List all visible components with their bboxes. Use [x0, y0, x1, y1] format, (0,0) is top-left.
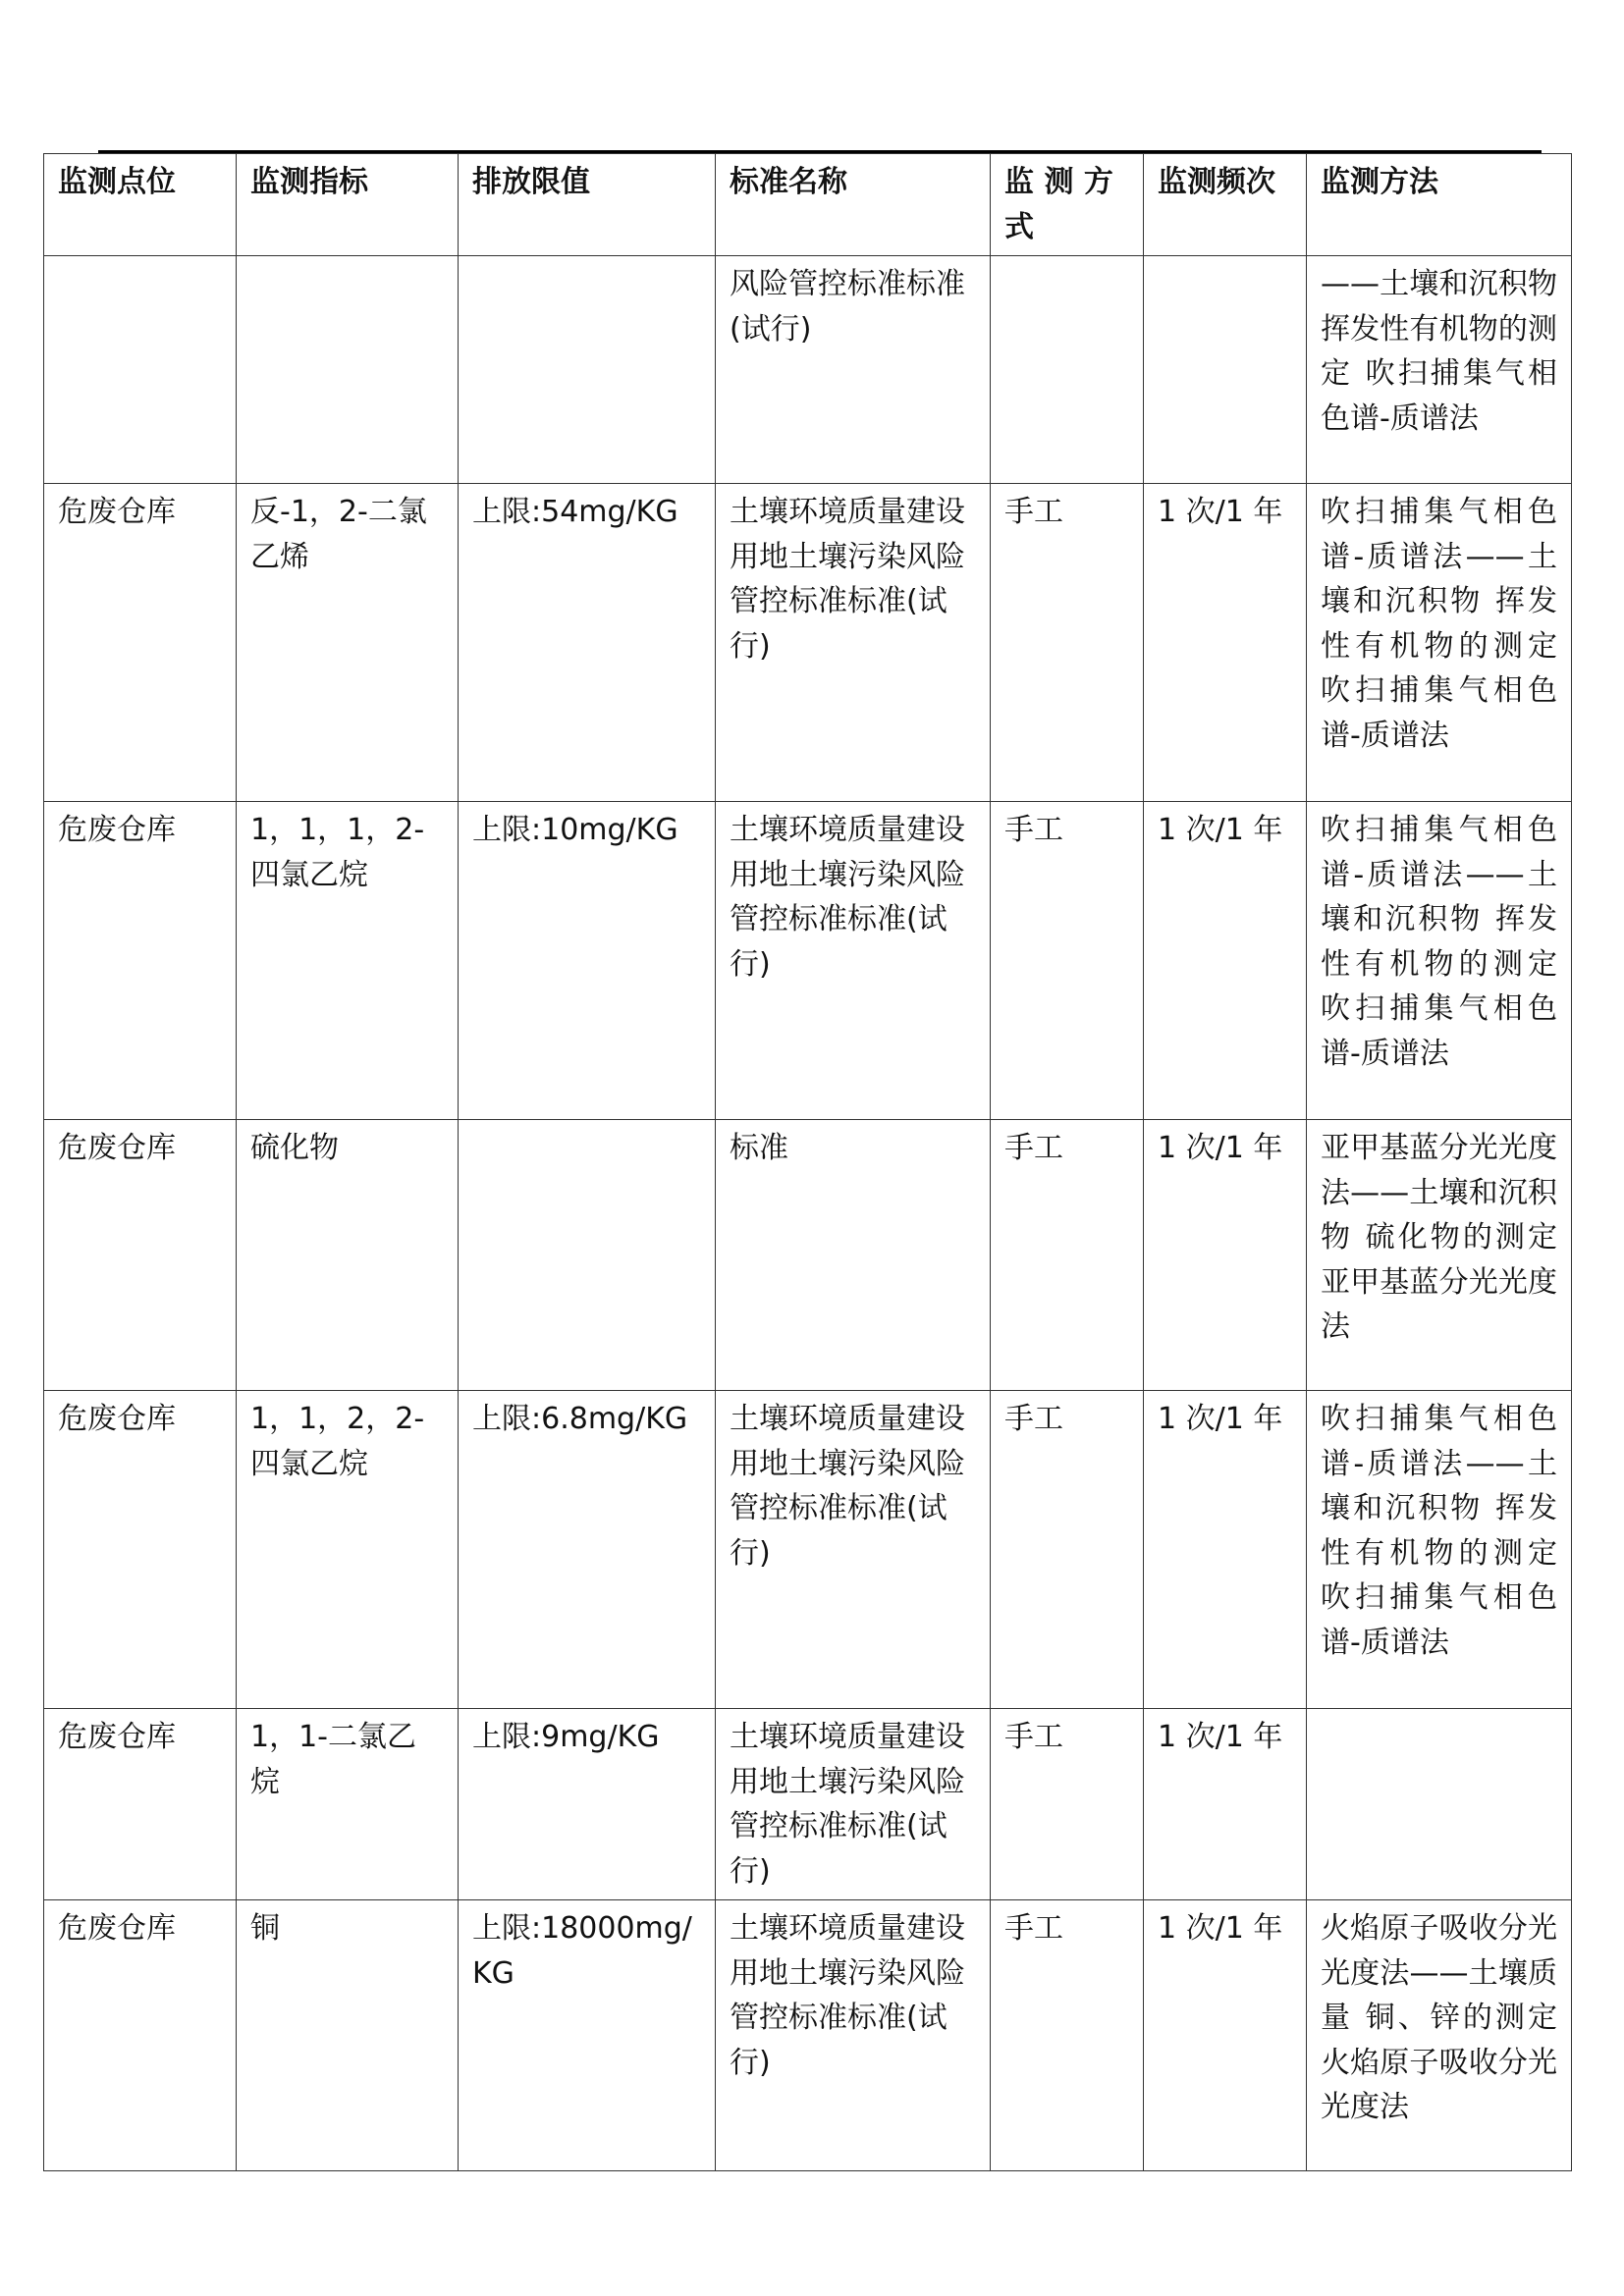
cell-indicator: 硫化物	[237, 1120, 459, 1391]
cell-frequency: 1 次/1 年	[1144, 1120, 1307, 1391]
cell-limit: 上限:10mg/KG	[459, 802, 716, 1120]
header-indicator: 监测指标	[237, 154, 459, 256]
cell-mode: 手工	[991, 1709, 1144, 1900]
cell-location	[44, 256, 237, 484]
cell-frequency: 1 次/1 年	[1144, 802, 1307, 1120]
cell-frequency: 1 次/1 年	[1144, 1900, 1307, 2171]
table-row	[44, 484, 1572, 802]
cell-location: 危废仓库	[44, 484, 237, 802]
cell-method: ——土壤和沉积物 挥发性有机物的测定 吹扫捕集气相色谱-质谱法	[1307, 256, 1572, 484]
header-standard: 标准名称	[716, 154, 991, 256]
cell-mode: 手工	[991, 1900, 1144, 2171]
table-row	[44, 802, 1572, 1120]
cell-standard: 土壤环境质量建设用地土壤污染风险管控标准标准(试行)	[716, 1900, 991, 2171]
cell-method: 亚甲基蓝分光光度法——土壤和沉积物 硫化物的测定 亚甲基蓝分光光度法	[1307, 1120, 1572, 1391]
cell-frequency	[1144, 256, 1307, 484]
cell-method: 吹扫捕集气相色谱-质谱法——土壤和沉积物 挥发性有机物的测定 吹扫捕集气相色谱-质谱法	[1307, 802, 1572, 1120]
table-header-row	[44, 154, 1572, 256]
cell-standard: 土壤环境质量建设用地土壤污染风险管控标准标准(试行)	[716, 1709, 991, 1900]
cell-standard: 土壤环境质量建设用地土壤污染风险管控标准标准(试行)	[716, 1391, 991, 1709]
cell-limit: 上限:6.8mg/KG	[459, 1391, 716, 1709]
cell-indicator: 反-1，2-二氯乙烯	[237, 484, 459, 802]
cell-mode: 手工	[991, 1391, 1144, 1709]
table-row	[44, 1391, 1572, 1709]
cell-indicator	[237, 256, 459, 484]
cell-mode: 手工	[991, 1120, 1144, 1391]
cell-limit: 上限:18000mg/KG	[459, 1900, 716, 2171]
cell-location: 危废仓库	[44, 1120, 237, 1391]
header-frequency: 监测频次	[1144, 154, 1307, 256]
cell-frequency: 1 次/1 年	[1144, 1391, 1307, 1709]
table-row	[44, 1120, 1572, 1391]
cell-standard: 土壤环境质量建设用地土壤污染风险管控标准标准(试行)	[716, 484, 991, 802]
cell-limit	[459, 256, 716, 484]
table-row	[44, 1709, 1572, 1900]
header-mode: 监 测 方 式	[991, 154, 1144, 256]
cell-frequency: 1 次/1 年	[1144, 484, 1307, 802]
cell-standard: 土壤环境质量建设用地土壤污染风险管控标准标准(试行)	[716, 802, 991, 1120]
cell-indicator: 1，1-二氯乙烷	[237, 1709, 459, 1900]
table-row	[44, 1900, 1572, 2171]
cell-indicator: 1，1，2，2-四氯乙烷	[237, 1391, 459, 1709]
cell-location: 危废仓库	[44, 1391, 237, 1709]
cell-location: 危废仓库	[44, 1709, 237, 1900]
header-method: 监测方法	[1307, 154, 1572, 256]
table-row	[44, 256, 1572, 484]
header-limit: 排放限值	[459, 154, 716, 256]
cell-limit: 上限:54mg/KG	[459, 484, 716, 802]
cell-frequency: 1 次/1 年	[1144, 1709, 1307, 1900]
cell-location: 危废仓库	[44, 1900, 237, 2171]
cell-method: 吹扫捕集气相色谱-质谱法——土壤和沉积物 挥发性有机物的测定 吹扫捕集气相色谱-质谱法	[1307, 1391, 1572, 1709]
cell-method: 火焰原子吸收分光光度法——土壤质量 铜、锌的测定 火焰原子吸收分光光度法	[1307, 1900, 1572, 2171]
cell-mode	[991, 256, 1144, 484]
cell-standard: 风险管控标准标准(试行)	[716, 256, 991, 484]
cell-mode: 手工	[991, 802, 1144, 1120]
cell-standard: 标准	[716, 1120, 991, 1391]
header-location: 监测点位	[44, 154, 237, 256]
cell-limit: 上限:9mg/KG	[459, 1709, 716, 1900]
cell-indicator: 1，1，1，2-四氯乙烷	[237, 802, 459, 1120]
cell-mode: 手工	[991, 484, 1144, 802]
cell-indicator: 铜	[237, 1900, 459, 2171]
monitoring-table	[43, 153, 1572, 2171]
cell-location: 危废仓库	[44, 802, 237, 1120]
cell-method: 吹扫捕集气相色谱-质谱法——土壤和沉积物 挥发性有机物的测定 吹扫捕集气相色谱-质谱法	[1307, 484, 1572, 802]
cell-method	[1307, 1709, 1572, 1900]
cell-limit	[459, 1120, 716, 1391]
